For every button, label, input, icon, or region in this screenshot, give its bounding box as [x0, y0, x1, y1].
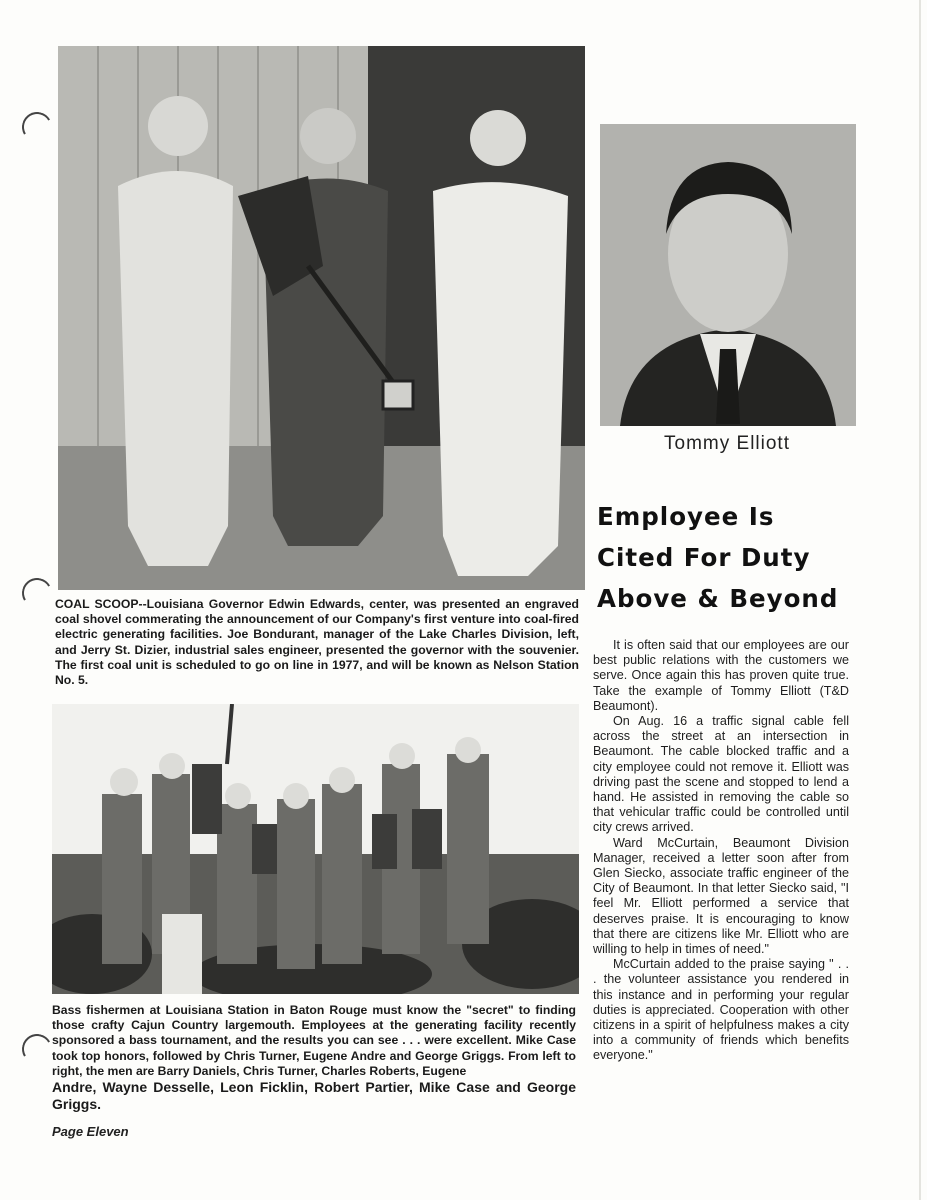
article-headline [597, 496, 897, 619]
binder-hole-icon [19, 575, 56, 612]
portrait-name: Tommy Elliott [664, 433, 790, 454]
headline-line: Cited For Duty [597, 543, 811, 572]
article-paragraph: On Aug. 16 a traffic signal cable fell across the street at an intersection in Beaumont. The cable blocked traffic and a city employee could not remove it. Elliott was driving past the scene and stopped to lend a hand. He assisted in removing the cable so that vehicular traffic could be controlled until city crews arrived. [593, 714, 849, 835]
caption-lead: COAL SCOOP [55, 597, 139, 611]
bass-tournament-caption [52, 1003, 576, 1113]
tommy-elliott-portrait [600, 124, 856, 426]
article-paragraph: It is often said that our employees are our best public relations with the customers we serve. Once again this has proven quite true. Take the example of Tommy Elliott (T&D Beaumont). [593, 638, 849, 713]
article-body [593, 638, 849, 1064]
page-number: Page Eleven [52, 1124, 129, 1139]
binder-hole-icon [19, 109, 56, 146]
bass-fishermen-photo [52, 704, 579, 994]
binder-hole-icon [19, 1031, 56, 1068]
article-paragraph: Ward McCurtain, Beaumont Division Manager, received a letter soon after from Glen Siecko, associate traffic engineer of the City of Beaumont. In that letter Siecko said, "I feel Mr. Elliott performed a service that deserves praise. It is encouraging to know that there are citizens like Mr. Elliott who are willing to help in times of need." [593, 835, 849, 957]
coal-scoop-photo [58, 46, 585, 590]
article-paragraph: McCurtain added to the praise saying " . . . the volunteer assistance you rendered in this instance and in performing your regular duties is appreciated. Cooperation with other citizens in a spirit of helpfulness makes a city into a community of friends which benefits everyone." [593, 957, 849, 1063]
headline-line: Above & Beyond [597, 584, 839, 613]
coal-scoop-caption [55, 597, 579, 688]
page-edge [919, 0, 921, 1200]
caption-last-line: Andre, Wayne Desselle, Leon Ficklin, Robert Partier, Mike Case and George Griggs. [52, 1079, 576, 1113]
headline-line: Employee Is [597, 502, 775, 531]
caption-body: --Louisiana Governor Edwin Edwards, center, was presented an engraved coal shovel commerating the announcement of our Company's first venture into coal-fired electric generating facilities. Joe Bondurant, manager of the Lake Charles Division, left, and Jerry St. Dizier, industrial sales engineer, presented the governor with the souvenier. The first coal unit is scheduled to go on line in 1977, and will be known as Nelson Station No. 5. [55, 597, 579, 688]
caption-main: Bass fishermen at Louisiana Station in Baton Rouge must know the "secret" to finding those crafty Cajun Country largemouth. Employees at the generating facility recently sponsored a bass tournament, and the results you can see . . . were excellent. Mike Case took top honors, followed by Chris Turner, Eugene Andre and George Griggs. From left to right, the men are Barry Daniels, Chris Turner, Charles Roberts, Eugene [52, 1003, 576, 1078]
